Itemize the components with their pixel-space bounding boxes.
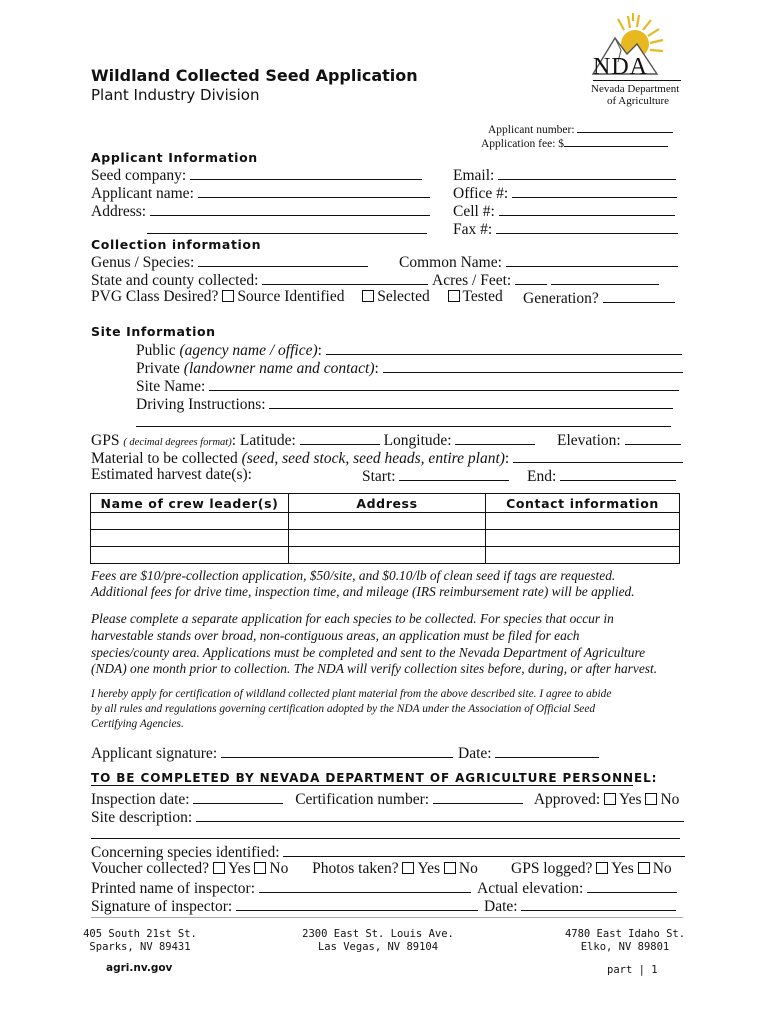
end-field[interactable] — [560, 466, 676, 481]
application-fee-row — [481, 135, 668, 153]
crew-table-header — [91, 494, 680, 513]
tested-label: Tested — [462, 288, 503, 305]
private-field[interactable] — [383, 358, 683, 373]
seed-company-row — [91, 165, 422, 185]
elevation-label: Elevation: — [557, 432, 621, 449]
fees-note-1: Fees are $10/pre-collection application, $50/site, and $0.10/lb of clean seed if tags are requested. — [91, 568, 616, 583]
printed-name-row — [91, 878, 471, 898]
cert-note-3: Certifying Agencies. — [91, 718, 184, 730]
generation-row — [523, 288, 675, 308]
table-cell[interactable] — [486, 530, 680, 547]
footer-divider — [91, 917, 683, 918]
selected-checkbox[interactable] — [362, 290, 374, 302]
public-hint: (agency name / office) — [179, 342, 318, 359]
public-label: Public — [136, 342, 176, 359]
applicant-signature-field[interactable] — [221, 743, 453, 758]
photos-label: Photos taken? — [312, 860, 399, 877]
heading-underline — [91, 785, 633, 786]
latitude-label: Latitude: — [239, 432, 296, 449]
applicant-name-label: Applicant name: — [91, 185, 194, 202]
actual-elevation-label: Actual elevation: — [477, 880, 584, 897]
printed-name-field[interactable] — [259, 878, 471, 893]
approved-no-label: No — [660, 791, 680, 808]
separate-note-2: harvestable stands over broad, non-contiguous areas, an application must be filed for each — [91, 628, 580, 643]
pvg-row — [91, 288, 503, 306]
separate-note-3: species/county area. Applications must be completed and sent to the Nevada Department of Agriculture — [91, 645, 646, 660]
address-label: Address: — [91, 203, 147, 220]
driving-field[interactable] — [269, 394, 673, 409]
applicant-signature-label: Applicant signature: — [91, 745, 218, 762]
state-county-row — [91, 270, 428, 290]
applicant-number-field[interactable] — [577, 122, 673, 133]
lasvegas-line1: 2300 East St. Louis Ave. — [302, 928, 454, 940]
office-label: Office #: — [453, 185, 509, 202]
sparks-line1: 405 South 21st St. — [83, 928, 197, 940]
email-label: Email: — [453, 167, 495, 184]
site-description-row — [91, 807, 684, 827]
office-row — [453, 183, 677, 203]
email-field[interactable] — [498, 165, 676, 180]
lasvegas-line2: Las Vegas, NV 89104 — [317, 941, 439, 953]
site-description-line-2[interactable] — [91, 838, 680, 839]
tested-checkbox[interactable] — [448, 290, 460, 302]
voucher-row — [91, 860, 478, 878]
site-info-heading: Site Information — [91, 324, 216, 339]
nda-section-heading: TO BE COMPLETED BY NEVADA DEPARTMENT OF AGRICULTURE PERSONNEL: — [91, 771, 658, 785]
source-identified-label: Source Identified — [237, 288, 345, 305]
voucher-yes-label: Yes — [227, 860, 251, 877]
seed-company-label: Seed company: — [91, 167, 187, 184]
office-field[interactable] — [512, 183, 677, 198]
separate-note-4: (NDA) one month prior to collection. The NDA will verify collection sites before, during, or after harvest. — [91, 661, 658, 676]
collection-heading: Collection information — [91, 237, 262, 252]
seed-company-field[interactable] — [190, 165, 422, 180]
gps-no-label: No — [652, 860, 672, 877]
footer-address-lasvegas — [298, 928, 458, 954]
fax-label: Fax #: — [453, 221, 493, 238]
common-name-row — [399, 252, 678, 272]
acres-field-2[interactable] — [551, 270, 659, 285]
nda-logo — [585, 10, 685, 110]
concerning-label: Concerning species identified: — [91, 844, 280, 861]
table-cell[interactable] — [91, 513, 289, 530]
applicant-info-heading: Applicant Information — [91, 150, 258, 165]
elko-line1: 4780 East Idaho St. — [564, 928, 686, 940]
photos-yes-checkbox[interactable] — [402, 862, 414, 874]
latitude-field[interactable] — [300, 430, 380, 445]
gps-hint: ( decimal degrees format) — [123, 437, 232, 448]
public-field[interactable] — [326, 340, 682, 355]
table-cell[interactable] — [289, 547, 486, 564]
col-address: Address — [289, 494, 486, 513]
photos-no-label: No — [458, 860, 478, 877]
col-crew-leader: Name of crew leader(s) — [91, 494, 289, 513]
inspector-signature-label: Signature of inspector: — [91, 898, 233, 915]
table-cell[interactable] — [91, 547, 289, 564]
acres-label: Acres / Feet: — [432, 272, 512, 289]
voucher-no-checkbox[interactable] — [254, 862, 266, 874]
applicant-date-row — [458, 743, 599, 763]
website-link[interactable]: agri.nv.gov — [106, 962, 173, 974]
gps-row: GPS ( decimal degrees format): Latitude: Longitude: — [91, 430, 535, 452]
longitude-label: Longitude: — [383, 432, 452, 449]
separate-note-1: Please complete a separate application for each species to be collected. For species that occur in — [91, 611, 614, 626]
elevation-row — [557, 430, 681, 450]
applicant-date-label: Date: — [458, 745, 492, 762]
sparks-line2: Sparks, NV 89431 — [89, 941, 191, 953]
photos-no-checkbox[interactable] — [444, 862, 456, 874]
public-row: Public (agency name / office): — [136, 340, 682, 360]
driving-row-2 — [136, 412, 671, 432]
private-label: Private — [136, 360, 180, 377]
pvg-label: PVG Class Desired? — [91, 288, 219, 305]
applicant-number-label: Applicant number: — [488, 124, 575, 136]
gps-yes-checkbox[interactable] — [596, 862, 608, 874]
start-row — [362, 466, 509, 486]
crew-table — [90, 493, 680, 564]
cell-label: Cell #: — [453, 203, 495, 220]
cell-field[interactable] — [499, 201, 675, 216]
driving-row — [136, 394, 673, 414]
applicant-name-field[interactable] — [198, 183, 430, 198]
driving-field-2[interactable] — [136, 412, 671, 427]
elevation-field[interactable] — [625, 430, 681, 445]
end-label: End: — [527, 468, 557, 485]
material-label: Material to be collected — [91, 450, 238, 467]
genus-field[interactable] — [198, 252, 368, 267]
gps-yes-label: Yes — [611, 860, 634, 877]
gps-logged-label: GPS logged? — [511, 860, 593, 877]
actual-elevation-field[interactable] — [587, 878, 677, 893]
inspector-date-row — [484, 896, 676, 916]
genus-label: Genus / Species: — [91, 254, 195, 271]
gps-logged-row — [511, 860, 672, 878]
cert-note-1: I hereby apply for certification of wildland collected plant material from the above described site. I agree to abide — [91, 688, 612, 700]
common-name-label: Common Name: — [399, 254, 502, 271]
material-row: Material to be collected (seed, seed stock, seed heads, entire plant): — [91, 448, 683, 468]
inspection-row — [91, 789, 679, 809]
longitude-field[interactable] — [455, 430, 535, 445]
logo-divider — [593, 80, 681, 81]
fax-row — [453, 219, 678, 239]
approved-yes-label: Yes — [619, 791, 642, 808]
private-row: Private (landowner name and contact): — [136, 358, 683, 378]
inspector-signature-field[interactable] — [236, 896, 478, 911]
site-name-field[interactable] — [209, 376, 679, 391]
address-row-2 — [147, 219, 427, 239]
division-subtitle: Plant Industry Division — [91, 86, 260, 104]
cert-note-2: by all rules and regulations governing certification adopted by the NDA under the Association of Official Seed — [91, 703, 596, 715]
printed-name-label: Printed name of inspector: — [91, 880, 255, 897]
form-title: Wildland Collected Seed Application — [91, 66, 418, 85]
voucher-no-label: No — [269, 860, 289, 877]
concerning-row — [91, 842, 685, 862]
voucher-label: Voucher collected? — [91, 860, 210, 877]
approved-no-checkbox[interactable] — [645, 793, 657, 805]
table-cell[interactable] — [289, 513, 486, 530]
logo-line1: Nevada Department — [591, 83, 680, 95]
fees-note-2: Additional fees for drive time, inspection time, and mileage (IRS reimbursement rate) will be applied. — [91, 584, 635, 599]
harvest-row — [91, 466, 252, 484]
state-county-field[interactable] — [262, 270, 428, 285]
fax-field[interactable] — [496, 219, 678, 234]
source-identified-checkbox[interactable] — [222, 290, 234, 302]
inspection-date-label: Inspection date: — [91, 791, 190, 808]
end-row — [527, 466, 676, 486]
application-fee-label: Application fee: $ — [481, 138, 565, 150]
page-number: part | 1 — [607, 964, 658, 976]
address-field-2[interactable] — [147, 219, 427, 234]
email-row — [453, 165, 676, 185]
inspector-date-field[interactable] — [521, 896, 676, 911]
table-cell[interactable] — [91, 530, 289, 547]
footer-address-elko — [560, 928, 690, 954]
site-description-label: Site description: — [91, 809, 193, 826]
material-hint: (seed, seed stock, seed heads, entire plant) — [241, 450, 505, 467]
table-cell[interactable] — [486, 547, 680, 564]
logo-text: NDA — [593, 54, 648, 80]
address-row — [91, 201, 430, 221]
concerning-field[interactable] — [283, 842, 685, 857]
inspector-signature-row — [91, 896, 478, 916]
table-cell[interactable] — [289, 530, 486, 547]
applicant-name-row — [91, 183, 430, 203]
cert-number-label: Certification number: — [295, 791, 430, 808]
table-cell[interactable] — [486, 513, 680, 530]
inspector-date-label: Date: — [484, 898, 518, 915]
applicant-date-field[interactable] — [495, 743, 599, 758]
actual-elevation-row — [477, 878, 677, 898]
logo-line2: of Agriculture — [607, 95, 670, 107]
site-name-label: Site Name: — [136, 378, 206, 395]
state-county-label: State and county collected: — [91, 272, 259, 289]
inspection-date-field[interactable] — [193, 789, 283, 804]
driving-label: Driving Instructions: — [136, 396, 266, 413]
table-row — [91, 513, 680, 530]
address-field[interactable] — [150, 201, 430, 216]
site-description-field[interactable] — [196, 807, 684, 822]
approved-yes-checkbox[interactable] — [604, 793, 616, 805]
table-row — [91, 530, 680, 547]
harvest-label: Estimated harvest date(s): — [91, 466, 252, 483]
approved-label: Approved: — [533, 791, 601, 808]
material-field[interactable] — [513, 448, 683, 463]
genus-row — [91, 252, 368, 272]
footer-address-sparks — [80, 928, 200, 954]
acres-field[interactable] — [515, 270, 547, 285]
generation-field[interactable] — [603, 288, 675, 303]
private-hint: (landowner name and contact) — [183, 360, 375, 377]
start-field[interactable] — [399, 466, 509, 481]
gps-no-checkbox[interactable] — [638, 862, 650, 874]
site-name-row — [136, 376, 679, 396]
col-contact: Contact information — [486, 494, 680, 513]
acres-row — [432, 270, 659, 290]
cert-number-field[interactable] — [433, 789, 523, 804]
voucher-yes-checkbox[interactable] — [213, 862, 225, 874]
gps-label: GPS — [91, 432, 120, 449]
generation-label: Generation? — [523, 290, 599, 307]
applicant-signature-row — [91, 743, 453, 763]
selected-label: Selected — [377, 288, 430, 305]
common-name-field[interactable] — [506, 252, 678, 267]
application-fee-field[interactable] — [564, 136, 668, 147]
elko-line2: Elko, NV 89801 — [580, 941, 670, 953]
photos-yes-label: Yes — [417, 860, 441, 877]
start-label: Start: — [362, 468, 396, 485]
table-row — [91, 547, 680, 564]
cell-row — [453, 201, 675, 221]
